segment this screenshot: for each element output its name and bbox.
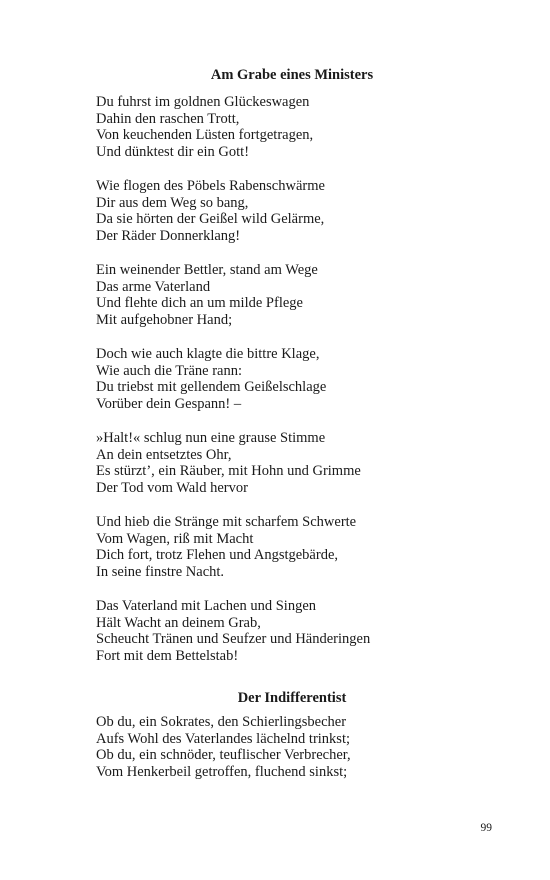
verse-line: Der Tod vom Wald hervor [96,480,248,497]
verse-line: Ob du, ein Sokrates, den Schierlingsbecher [96,714,347,730]
page-number: 99 [480,822,492,834]
verse-line: Es stürzt’, ein Räuber, mit Hohn und Grimme [96,463,361,480]
stanza [96,346,496,413]
verse-line: Ob du, ein schnöder, teuflischer Verbrecher, [96,747,351,764]
verse-line: Mit aufgehobner Hand; [96,312,233,329]
stanza [96,262,496,329]
verse-line: Du fuhrst im goldnen Glückeswagen [96,94,310,110]
verse-line: Wie flogen des Pöbels Rabenschwärme [96,178,325,194]
verse-line: Dir aus dem Weg so bang, [96,194,249,211]
verse-line: Und dünktest dir ein Gott! [96,144,250,161]
stanza [96,714,496,781]
verse-line: Das Vaterland mit Lachen und Singen [96,598,316,614]
poem-title: Am Grabe eines Ministers [210,67,374,83]
verse-line: »Halt!« schlug nun eine grause Stimme [96,430,326,446]
verse-line: Da sie hörten der Geißel wild Gelärme, [96,211,325,228]
stanza [96,178,496,245]
verse-line: Dahin den raschen Trott, [96,110,240,127]
verse-line: Der Räder Donnerklang! [96,228,241,245]
verse-line: An dein entsetztes Ohr, [96,446,232,463]
verse-line: Du triebst mit gellendem Geißelschlage [96,379,327,396]
verse-line: Wie auch die Träne rann: [96,362,242,379]
stanza [96,94,496,161]
verse-line: Hält Wacht an deinem Grab, [96,614,261,631]
poem-title: Der Indifferentist [237,690,347,706]
verse-line: Und flehte dich an um milde Pflege [96,295,303,312]
verse-line: Dich fort, trotz Flehen und Angstgebärde, [96,547,339,564]
verse-line: Von keuchenden Lüsten fortgetragen, [96,127,314,144]
verse-line: Und hieb die Stränge mit scharfem Schwerte [96,514,357,530]
stanza [96,598,496,665]
verse-line: In seine finstre Nacht. [96,564,225,581]
verse-line: Scheucht Tränen und Seufzer und Händeringen [96,631,371,648]
verse-line: Vom Wagen, riß mit Macht [96,530,254,547]
verse-line: Vorüber dein Gespann! – [96,396,242,413]
verse-line: Doch wie auch klagte die bittre Klage, [96,346,320,362]
verse-line: Fort mit dem Bettelstab! [96,648,239,665]
stanza [96,430,496,497]
verse-line: Vom Henkerbeil getroffen, fluchend sinkst; [96,764,348,781]
verse-line: Das arme Vaterland [96,278,211,295]
verse-line: Ein weinender Bettler, stand am Wege [96,262,318,278]
verse-line: Aufs Wohl des Vaterlandes lächelnd trinkst; [96,730,351,747]
stanza [96,514,496,581]
